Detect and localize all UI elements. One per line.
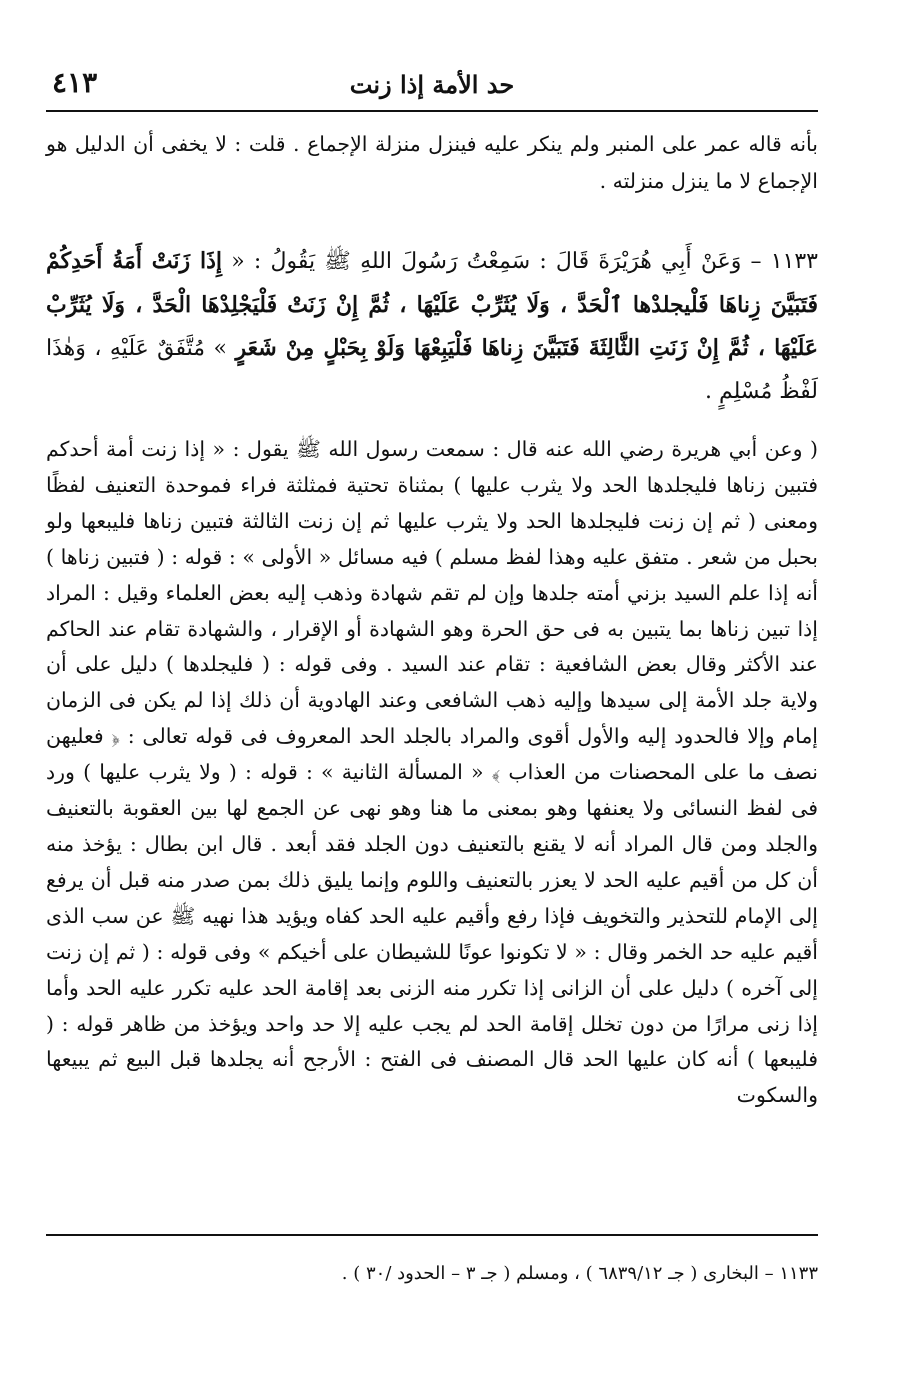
page-header [46, 62, 818, 106]
page-number: ٤١٣ [52, 66, 98, 99]
hadith-paragraph [46, 240, 818, 413]
intro-paragraph: بأنه قاله عمر على المنبر ولم ينكر عليه فينزل منزلة الإجماع . قلت : لا يخفى أن الدليل هو الإجماع لا ما ينزل منزلته . [46, 132, 818, 193]
commentary-paragraph: ( وعن أبي هريرة رضي الله عنه قال : سمعت رسول الله ﷺ يقول : « إذا زنت أمة أحدكم فتبين زناها فليجلدها الحد ولا يثرب عليها ) بمثناة تحتية فمثلثة فراء فموحدة التعنيف لفظًا ومعنى ( ثم إن زنت فليجلدها الحد ولا يثرب عليها ثم إن زنت الثالثة فتبين زناها فليبعها ولو بحبل من شعر . متفق عليه وهذا لفظ مسلم ) فيه مسائل « الأولى » : قوله : ( فتبين زناها ) أنه إذا علم السيد بزني أمته جلدها وإن لم تقم شهادة وذهب إليه بعض العلماء وقيل : المراد إذا تبين زناها بما يتبين به فى حق الحرة وهو الشهادة أو الإقرار ، والشهادة تقام عند الحاكم عند الأكثر وقال بعض الشافعية : تقام عند السيد . وفى قوله : ( فليجلدها ) دليل على أن ولاية جلد الأمة إلى سيدها وإليه ذهب الشافعى وعند الهادوية أن ذلك إذا لم يكن فى الزمان إمام وإلا فالحدود إليه والأول أقوى والمراد بالجلد الحد المعروف فى قوله تعالى : ﴿ فعليهن نصف ما على المحصنات من العذاب ﴾ « المسألة الثانية » : قوله : ( ولا يثرب عليها ) ورد فى لفظ النسائى ولا يعنفها وهو بمعنى ما هنا وهو نهى عن الجمع لها بين العقوبة بالتعنيف والجلد ومن قال المراد أنه لا يقنع بالتعنيف دون الجلد فقد أبعد . قال ابن بطال : يؤخذ منه أن كل من أقيم عليه الحد لا يعزر بالتعنيف واللوم وإنما يليق ذلك بمن صدر منه قبل أن يرفع إلى الإمام للتحذير والتخويف فإذا رفع وأقيم عليه الحد كفاه ويؤيد هذا نهيه ﷺ عن سب الذى أقيم عليه حد الخمر وقال : « لا تكونوا عونًا للشيطان على أخيكم » وفى قوله : ( ثم إن زنت إلى آخره ) دليل على أن الزانى إذا تكرر منه الزنى بعد إقامة الحد عليه تكرر عليه الحد وأما إذا زنى مرارًا من دون تخلل إقامة الحد لم يجب عليه إلا حد واحد ويؤخذ من ظاهر قوله : ( فليبعها ) أنه كان عليها الحد قال المصنف فى الفتح : الأرجح أنه يجلدها قبل البيع ثم يبيعها والسكوت [46, 437, 818, 1108]
running-title: حد الأمة إذا زنت [349, 70, 515, 99]
header-rule [46, 110, 818, 112]
hadith-lead: ١١٣٣ – وَعَنْ أَبِي هُرَيْرَةَ قَالَ : سَمِعْتُ رَسُولَ اللهِ ﷺ يَقُولُ : « [231, 249, 818, 274]
footnote: ١١٣٣ – البخارى ( جـ ٦٨٣٩/١٢ ) ، ومسلم ( جـ ٣ – الحدود /٣٠ ) . [341, 1263, 818, 1284]
hadith-tail: » مُتَّفَقٌ عَلَيْهِ ، وَهٰذَا لَفْظُ مُسْلِمٍ . [46, 336, 818, 404]
hadith-matn: إِذَا زَنَتْ أَمَةُ أَحَدِكُمْ فَتَبَيَّنَ زِناهَا فَلْيجلدْها ٱلْحَدَّ ، وَلَا يُثَرِّبْ عَلَيْهَا ، ثُمَّ إِنْ زَنَتْ فَلْيَجْلِدْهَا الْحَدَّ ، وَلَا يُثَرِّبْ عَلَيْهَا ، ثُمَّ إِنْ زَنَتِ الثَّالِثَةَ فَتَبَيَّنَ زِناهَا فَلْيَبِعْهَا وَلَوْ بِحَبْلٍ مِنْ شَعَرٍ [46, 248, 818, 361]
footnote-rule [46, 1234, 818, 1236]
